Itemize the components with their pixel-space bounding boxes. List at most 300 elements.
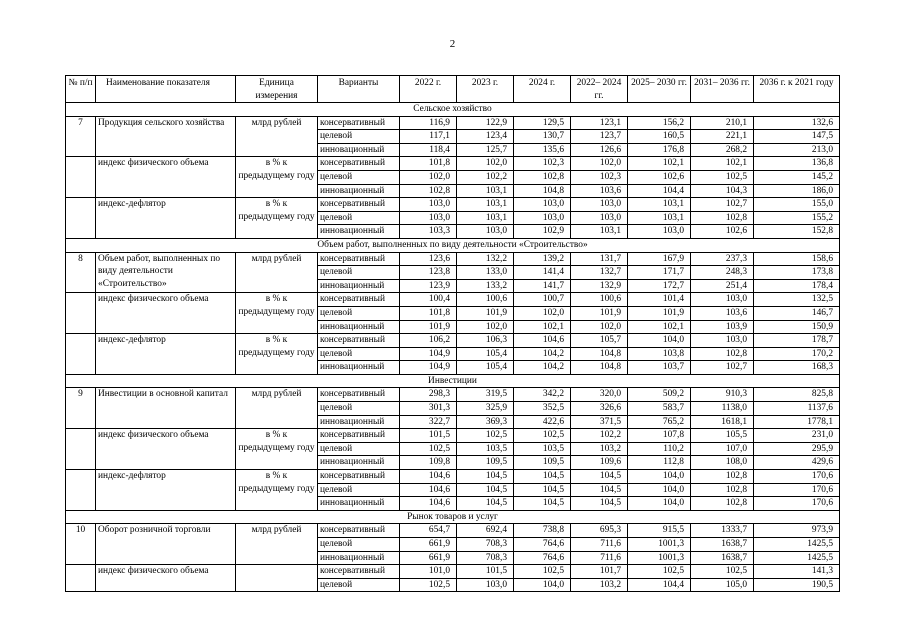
value-cell: 122,9 <box>457 116 514 130</box>
value-cell: 139,2 <box>514 252 571 266</box>
header-cell: 2025– 2030 гг. <box>628 76 691 103</box>
value-cell: 104,5 <box>457 483 514 497</box>
value-cell: 104,6 <box>400 470 457 484</box>
value-cell: 103,5 <box>514 442 571 456</box>
header-row <box>66 76 840 103</box>
row-number <box>66 293 96 334</box>
value-cell: 695,3 <box>571 524 628 538</box>
section-title: Инвестиции <box>66 374 840 388</box>
value-cell: 107,8 <box>628 429 691 443</box>
value-cell: 102,5 <box>691 170 754 184</box>
variant-cell: консервативный <box>318 524 400 538</box>
value-cell: 100,4 <box>400 293 457 307</box>
value-cell: 102,5 <box>400 578 457 592</box>
value-cell: 129,5 <box>514 116 571 130</box>
value-cell: 104,5 <box>571 483 628 497</box>
value-cell: 104,5 <box>571 470 628 484</box>
value-cell: 102,5 <box>514 565 571 579</box>
value-cell: 268,2 <box>691 143 754 157</box>
variant-cell: целевой <box>318 211 400 225</box>
value-cell: 101,7 <box>571 565 628 579</box>
unit-cell: в % к предыдущему году <box>236 157 318 198</box>
value-cell: 102,2 <box>571 429 628 443</box>
variant-cell: целевой <box>318 483 400 497</box>
value-cell: 102,0 <box>457 157 514 171</box>
value-cell: 764,6 <box>514 551 571 565</box>
value-cell: 1425,5 <box>754 538 840 552</box>
unit-cell: млрд рублей <box>236 388 318 429</box>
value-cell: 101,5 <box>457 565 514 579</box>
value-cell: 102,5 <box>691 565 754 579</box>
value-cell: 103,6 <box>691 306 754 320</box>
value-cell: 155,0 <box>754 198 840 212</box>
value-cell: 102,6 <box>628 170 691 184</box>
value-cell: 104,8 <box>571 347 628 361</box>
value-cell: 654,7 <box>400 524 457 538</box>
value-cell: 100,7 <box>514 293 571 307</box>
header-cell: № п/п <box>66 76 96 103</box>
value-cell: 915,5 <box>628 524 691 538</box>
table-row <box>66 388 840 402</box>
value-cell: 103,1 <box>457 184 514 198</box>
value-cell: 132,7 <box>571 266 628 280</box>
unit-cell: млрд рублей <box>236 524 318 565</box>
variant-cell: инновационный <box>318 361 400 375</box>
variant-cell: консервативный <box>318 388 400 402</box>
value-cell: 1778,1 <box>754 415 840 429</box>
value-cell: 764,6 <box>514 538 571 552</box>
value-cell: 102,8 <box>691 483 754 497</box>
variant-cell: целевой <box>318 347 400 361</box>
value-cell: 117,1 <box>400 130 457 144</box>
value-cell: 1137,6 <box>754 402 840 416</box>
value-cell: 105,5 <box>691 429 754 443</box>
value-cell: 1001,3 <box>628 538 691 552</box>
unit-cell <box>236 565 318 592</box>
value-cell: 104,8 <box>571 361 628 375</box>
row-number <box>66 470 96 511</box>
table-body <box>66 103 840 592</box>
value-cell: 692,4 <box>457 524 514 538</box>
value-cell: 583,7 <box>628 402 691 416</box>
row-number: 9 <box>66 388 96 429</box>
section-row <box>66 374 840 388</box>
value-cell: 320,0 <box>571 388 628 402</box>
indicator-name: индекс-дефлятор <box>96 334 236 375</box>
variant-cell: консервативный <box>318 252 400 266</box>
value-cell: 106,2 <box>400 334 457 348</box>
value-cell: 104,0 <box>628 497 691 511</box>
value-cell: 170,2 <box>754 347 840 361</box>
value-cell: 173,8 <box>754 266 840 280</box>
indicator-name: индекс физического объема <box>96 157 236 198</box>
value-cell: 158,6 <box>754 252 840 266</box>
value-cell: 237,3 <box>691 252 754 266</box>
variant-cell: инновационный <box>318 415 400 429</box>
value-cell: 170,6 <box>754 483 840 497</box>
row-number: 10 <box>66 524 96 565</box>
value-cell: 103,6 <box>571 184 628 198</box>
value-cell: 109,5 <box>514 456 571 470</box>
value-cell: 103,0 <box>514 198 571 212</box>
value-cell: 102,5 <box>457 429 514 443</box>
value-cell: 101,9 <box>400 320 457 334</box>
value-cell: 103,3 <box>400 225 457 239</box>
unit-cell: в % к предыдущему году <box>236 470 318 511</box>
value-cell: 136,8 <box>754 157 840 171</box>
value-cell: 109,6 <box>571 456 628 470</box>
header-cell: 2022– 2024 гг. <box>571 76 628 103</box>
row-number <box>66 334 96 375</box>
value-cell: 708,3 <box>457 538 514 552</box>
value-cell: 172,7 <box>628 279 691 293</box>
variant-cell: консервативный <box>318 157 400 171</box>
value-cell: 104,0 <box>628 334 691 348</box>
variant-cell: консервативный <box>318 334 400 348</box>
variant-cell: инновационный <box>318 456 400 470</box>
value-cell: 103,7 <box>628 361 691 375</box>
value-cell: 104,5 <box>571 497 628 511</box>
value-cell: 104,0 <box>514 578 571 592</box>
value-cell: 107,0 <box>691 442 754 456</box>
variant-cell: целевой <box>318 442 400 456</box>
value-cell: 1001,3 <box>628 551 691 565</box>
value-cell: 102,0 <box>400 170 457 184</box>
value-cell: 103,1 <box>457 198 514 212</box>
value-cell: 152,8 <box>754 225 840 239</box>
indicator-name: Инвестиции в основной капитал <box>96 388 236 429</box>
unit-cell: в % к предыдущему году <box>236 429 318 470</box>
value-cell: 104,4 <box>628 184 691 198</box>
value-cell: 105,0 <box>691 578 754 592</box>
value-cell: 110,2 <box>628 442 691 456</box>
indicator-name: индекс физического объема <box>96 293 236 334</box>
indicator-name: Объем работ, выполненных по виду деятельности «Строительство» <box>96 252 236 293</box>
value-cell: 186,0 <box>754 184 840 198</box>
value-cell: 711,6 <box>571 551 628 565</box>
table-row <box>66 293 840 307</box>
variant-cell: инновационный <box>318 225 400 239</box>
indicator-name: Оборот розничной торговли <box>96 524 236 565</box>
variant-cell: инновационный <box>318 279 400 293</box>
value-cell: 102,8 <box>691 497 754 511</box>
unit-cell: в % к предыдущему году <box>236 334 318 375</box>
value-cell: 104,6 <box>400 483 457 497</box>
value-cell: 102,8 <box>691 347 754 361</box>
value-cell: 319,5 <box>457 388 514 402</box>
value-cell: 231,0 <box>754 429 840 443</box>
value-cell: 325,9 <box>457 402 514 416</box>
value-cell: 104,0 <box>628 470 691 484</box>
table-row <box>66 334 840 348</box>
value-cell: 100,6 <box>457 293 514 307</box>
value-cell: 103,1 <box>628 198 691 212</box>
value-cell: 352,5 <box>514 402 571 416</box>
value-cell: 103,2 <box>571 578 628 592</box>
indicator-name: индекс физического объема <box>96 429 236 470</box>
value-cell: 221,1 <box>691 130 754 144</box>
table-row <box>66 524 840 538</box>
indicator-name: индекс-дефлятор <box>96 198 236 239</box>
value-cell: 101,8 <box>400 306 457 320</box>
value-cell: 123,1 <box>571 116 628 130</box>
value-cell: 103,0 <box>571 198 628 212</box>
value-cell: 102,1 <box>691 157 754 171</box>
value-cell: 123,7 <box>571 130 628 144</box>
variant-cell: консервативный <box>318 293 400 307</box>
value-cell: 104,8 <box>514 184 571 198</box>
value-cell: 104,0 <box>628 483 691 497</box>
value-cell: 765,2 <box>628 415 691 429</box>
value-cell: 168,3 <box>754 361 840 375</box>
row-number: 7 <box>66 116 96 157</box>
value-cell: 104,6 <box>400 497 457 511</box>
row-number <box>66 429 96 470</box>
value-cell: 132,6 <box>754 116 840 130</box>
header-cell: 2022 г. <box>400 76 457 103</box>
variant-cell: консервативный <box>318 565 400 579</box>
value-cell: 132,2 <box>457 252 514 266</box>
value-cell: 141,3 <box>754 565 840 579</box>
value-cell: 103,2 <box>571 442 628 456</box>
value-cell: 102,0 <box>571 157 628 171</box>
value-cell: 102,0 <box>571 320 628 334</box>
value-cell: 104,5 <box>514 470 571 484</box>
value-cell: 101,8 <box>400 157 457 171</box>
value-cell: 104,5 <box>457 470 514 484</box>
header-cell: Варианты <box>318 76 400 103</box>
value-cell: 178,4 <box>754 279 840 293</box>
value-cell: 123,8 <box>400 266 457 280</box>
value-cell: 106,3 <box>457 334 514 348</box>
value-cell: 105,4 <box>457 361 514 375</box>
variant-cell: инновационный <box>318 320 400 334</box>
indicator-name: индекс физического объема <box>96 565 236 592</box>
variant-cell: целевой <box>318 538 400 552</box>
value-cell: 1138,0 <box>691 402 754 416</box>
value-cell: 102,8 <box>691 211 754 225</box>
value-cell: 973,9 <box>754 524 840 538</box>
value-cell: 371,5 <box>571 415 628 429</box>
value-cell: 102,0 <box>514 306 571 320</box>
value-cell: 104,6 <box>514 334 571 348</box>
value-cell: 102,5 <box>400 442 457 456</box>
row-number: 8 <box>66 252 96 293</box>
value-cell: 711,6 <box>571 538 628 552</box>
value-cell: 155,2 <box>754 211 840 225</box>
table-row <box>66 470 840 484</box>
value-cell: 104,3 <box>691 184 754 198</box>
value-cell: 104,4 <box>628 578 691 592</box>
variant-cell: консервативный <box>318 429 400 443</box>
value-cell: 210,1 <box>691 116 754 130</box>
value-cell: 109,5 <box>457 456 514 470</box>
value-cell: 101,4 <box>628 293 691 307</box>
value-cell: 322,7 <box>400 415 457 429</box>
value-cell: 116,9 <box>400 116 457 130</box>
value-cell: 167,9 <box>628 252 691 266</box>
value-cell: 176,8 <box>628 143 691 157</box>
section-row <box>66 238 840 252</box>
value-cell: 326,6 <box>571 402 628 416</box>
value-cell: 103,0 <box>514 211 571 225</box>
value-cell: 661,9 <box>400 538 457 552</box>
forecast-table <box>65 75 840 592</box>
value-cell: 103,5 <box>457 442 514 456</box>
value-cell: 123,9 <box>400 279 457 293</box>
row-number <box>66 565 96 592</box>
value-cell: 156,2 <box>628 116 691 130</box>
variant-cell: консервативный <box>318 470 400 484</box>
value-cell: 146,7 <box>754 306 840 320</box>
value-cell: 103,0 <box>628 225 691 239</box>
value-cell: 130,7 <box>514 130 571 144</box>
value-cell: 104,5 <box>457 497 514 511</box>
value-cell: 251,4 <box>691 279 754 293</box>
value-cell: 825,8 <box>754 388 840 402</box>
unit-cell: в % к предыдущему году <box>236 293 318 334</box>
value-cell: 118,4 <box>400 143 457 157</box>
value-cell: 104,2 <box>514 347 571 361</box>
value-cell: 104,9 <box>400 347 457 361</box>
variant-cell: целевой <box>318 306 400 320</box>
value-cell: 429,6 <box>754 456 840 470</box>
value-cell: 131,7 <box>571 252 628 266</box>
value-cell: 145,2 <box>754 170 840 184</box>
value-cell: 102,1 <box>628 320 691 334</box>
indicator-name: Продукция сельского хозяйства <box>96 116 236 157</box>
value-cell: 126,6 <box>571 143 628 157</box>
section-title: Объем работ, выполненных по виду деятельности «Строительство» <box>66 238 840 252</box>
value-cell: 1333,7 <box>691 524 754 538</box>
value-cell: 342,2 <box>514 388 571 402</box>
value-cell: 101,5 <box>400 429 457 443</box>
value-cell: 1618,1 <box>691 415 754 429</box>
value-cell: 102,8 <box>514 170 571 184</box>
value-cell: 103,9 <box>691 320 754 334</box>
value-cell: 132,5 <box>754 293 840 307</box>
value-cell: 135,6 <box>514 143 571 157</box>
value-cell: 661,9 <box>400 551 457 565</box>
value-cell: 105,4 <box>457 347 514 361</box>
value-cell: 248,3 <box>691 266 754 280</box>
value-cell: 708,3 <box>457 551 514 565</box>
variant-cell: инновационный <box>318 184 400 198</box>
table-row <box>66 157 840 171</box>
variant-cell: целевой <box>318 266 400 280</box>
table-row <box>66 429 840 443</box>
value-cell: 738,8 <box>514 524 571 538</box>
value-cell: 132,9 <box>571 279 628 293</box>
value-cell: 509,2 <box>628 388 691 402</box>
value-cell: 102,7 <box>691 361 754 375</box>
value-cell: 160,5 <box>628 130 691 144</box>
value-cell: 104,5 <box>514 483 571 497</box>
value-cell: 102,1 <box>514 320 571 334</box>
section-title: Сельское хозяйство <box>66 103 840 117</box>
variant-cell: инновационный <box>318 551 400 565</box>
variant-cell: консервативный <box>318 198 400 212</box>
value-cell: 178,7 <box>754 334 840 348</box>
unit-cell: в % к предыдущему году <box>236 198 318 239</box>
value-cell: 105,7 <box>571 334 628 348</box>
variant-cell: консервативный <box>318 116 400 130</box>
value-cell: 112,8 <box>628 456 691 470</box>
value-cell: 103,0 <box>400 198 457 212</box>
value-cell: 102,9 <box>514 225 571 239</box>
value-cell: 103,0 <box>571 211 628 225</box>
value-cell: 123,4 <box>457 130 514 144</box>
value-cell: 102,5 <box>628 565 691 579</box>
value-cell: 101,9 <box>628 306 691 320</box>
value-cell: 1638,7 <box>691 551 754 565</box>
table-row <box>66 252 840 266</box>
value-cell: 103,1 <box>571 225 628 239</box>
value-cell: 103,0 <box>457 578 514 592</box>
value-cell: 170,6 <box>754 470 840 484</box>
value-cell: 101,9 <box>571 306 628 320</box>
indicator-name: индекс-дефлятор <box>96 470 236 511</box>
header-cell: 2023 г. <box>457 76 514 103</box>
table-row <box>66 116 840 130</box>
section-row <box>66 103 840 117</box>
value-cell: 150,9 <box>754 320 840 334</box>
value-cell: 422,6 <box>514 415 571 429</box>
variant-cell: целевой <box>318 170 400 184</box>
value-cell: 213,0 <box>754 143 840 157</box>
table-row <box>66 198 840 212</box>
value-cell: 103,0 <box>691 293 754 307</box>
row-number <box>66 157 96 198</box>
row-number <box>66 198 96 239</box>
value-cell: 141,7 <box>514 279 571 293</box>
header-cell: 2031– 2036 гг. <box>691 76 754 103</box>
value-cell: 103,8 <box>628 347 691 361</box>
variant-cell: целевой <box>318 402 400 416</box>
variant-cell: целевой <box>318 578 400 592</box>
value-cell: 102,0 <box>457 320 514 334</box>
value-cell: 133,2 <box>457 279 514 293</box>
variant-cell: инновационный <box>318 143 400 157</box>
value-cell: 102,2 <box>457 170 514 184</box>
table-row <box>66 565 840 579</box>
value-cell: 123,6 <box>400 252 457 266</box>
value-cell: 171,7 <box>628 266 691 280</box>
value-cell: 104,5 <box>514 497 571 511</box>
value-cell: 102,1 <box>628 157 691 171</box>
variant-cell: инновационный <box>318 497 400 511</box>
value-cell: 103,1 <box>457 211 514 225</box>
value-cell: 103,1 <box>628 211 691 225</box>
section-title: Рынок товаров и услуг <box>66 510 840 524</box>
value-cell: 104,2 <box>514 361 571 375</box>
value-cell: 102,8 <box>691 470 754 484</box>
value-cell: 125,7 <box>457 143 514 157</box>
value-cell: 298,3 <box>400 388 457 402</box>
value-cell: 133,0 <box>457 266 514 280</box>
value-cell: 910,3 <box>691 388 754 402</box>
value-cell: 102,8 <box>400 184 457 198</box>
value-cell: 102,3 <box>571 170 628 184</box>
value-cell: 108,0 <box>691 456 754 470</box>
value-cell: 102,7 <box>691 198 754 212</box>
header-cell: 2036 г. к 2021 году <box>754 76 840 103</box>
value-cell: 102,3 <box>514 157 571 171</box>
header-cell: 2024 г. <box>514 76 571 103</box>
value-cell: 100,6 <box>571 293 628 307</box>
value-cell: 101,9 <box>457 306 514 320</box>
page-number: 2 <box>449 38 456 50</box>
